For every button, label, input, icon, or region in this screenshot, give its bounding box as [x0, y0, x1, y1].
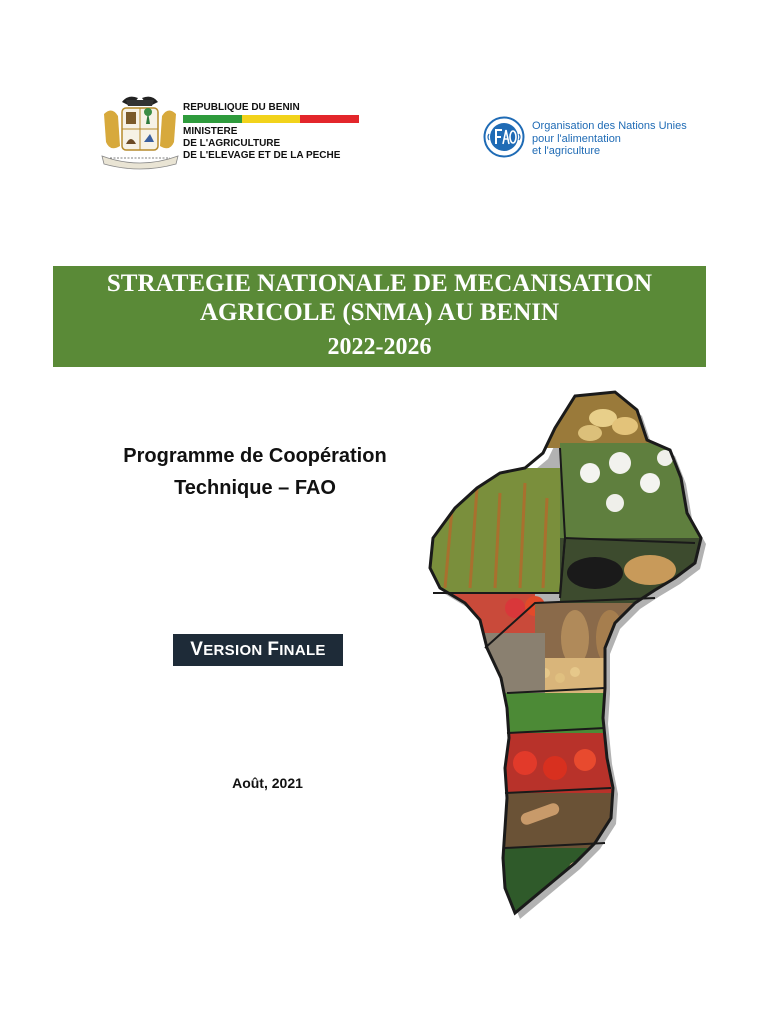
fao-line-3: et l'agriculture — [532, 145, 601, 157]
version-initial-1: V — [190, 639, 204, 660]
benin-flag-stripe — [183, 115, 359, 123]
programme-line-1: Programme de Coopération — [123, 445, 387, 467]
version-rest-2: INALE — [279, 642, 326, 659]
title-line-1: STRATEGIE NATIONALE DE MECANISATION — [106, 270, 653, 297]
version-rest-1: ERSION — [203, 642, 263, 659]
title-band — [53, 266, 706, 367]
flag-yellow — [242, 115, 301, 123]
programme-label — [70, 440, 440, 504]
fao-line-1: Organisation des Nations Unies — [532, 120, 687, 132]
programme-line-2: Technique – FAO — [174, 477, 336, 499]
version-badge — [173, 634, 343, 666]
version-initial-2: F — [267, 639, 280, 660]
ministry-line-1: MINISTERE — [183, 126, 238, 137]
title-years: 2022-2026 — [327, 334, 432, 360]
benin-coat-of-arms-icon — [98, 94, 182, 170]
ministry-block — [183, 102, 363, 162]
flag-green — [183, 115, 242, 123]
fao-name-block — [532, 120, 687, 158]
benin-map-collage — [425, 388, 710, 923]
flag-red — [300, 115, 359, 123]
ministry-line-2: DE L'AGRICULTURE — [183, 138, 281, 149]
republic-label: REPUBLIQUE DU BENIN — [183, 102, 300, 113]
fao-line-2: pour l'alimentation — [532, 132, 621, 145]
ministry-line-3: DE L'ELEVAGE ET DE LA PECHE — [183, 150, 341, 161]
fao-logo-icon — [483, 116, 525, 158]
title-line-2: AGRICOLE (SNMA) AU BENIN — [199, 299, 560, 326]
publication-date: Août, 2021 — [232, 775, 303, 791]
